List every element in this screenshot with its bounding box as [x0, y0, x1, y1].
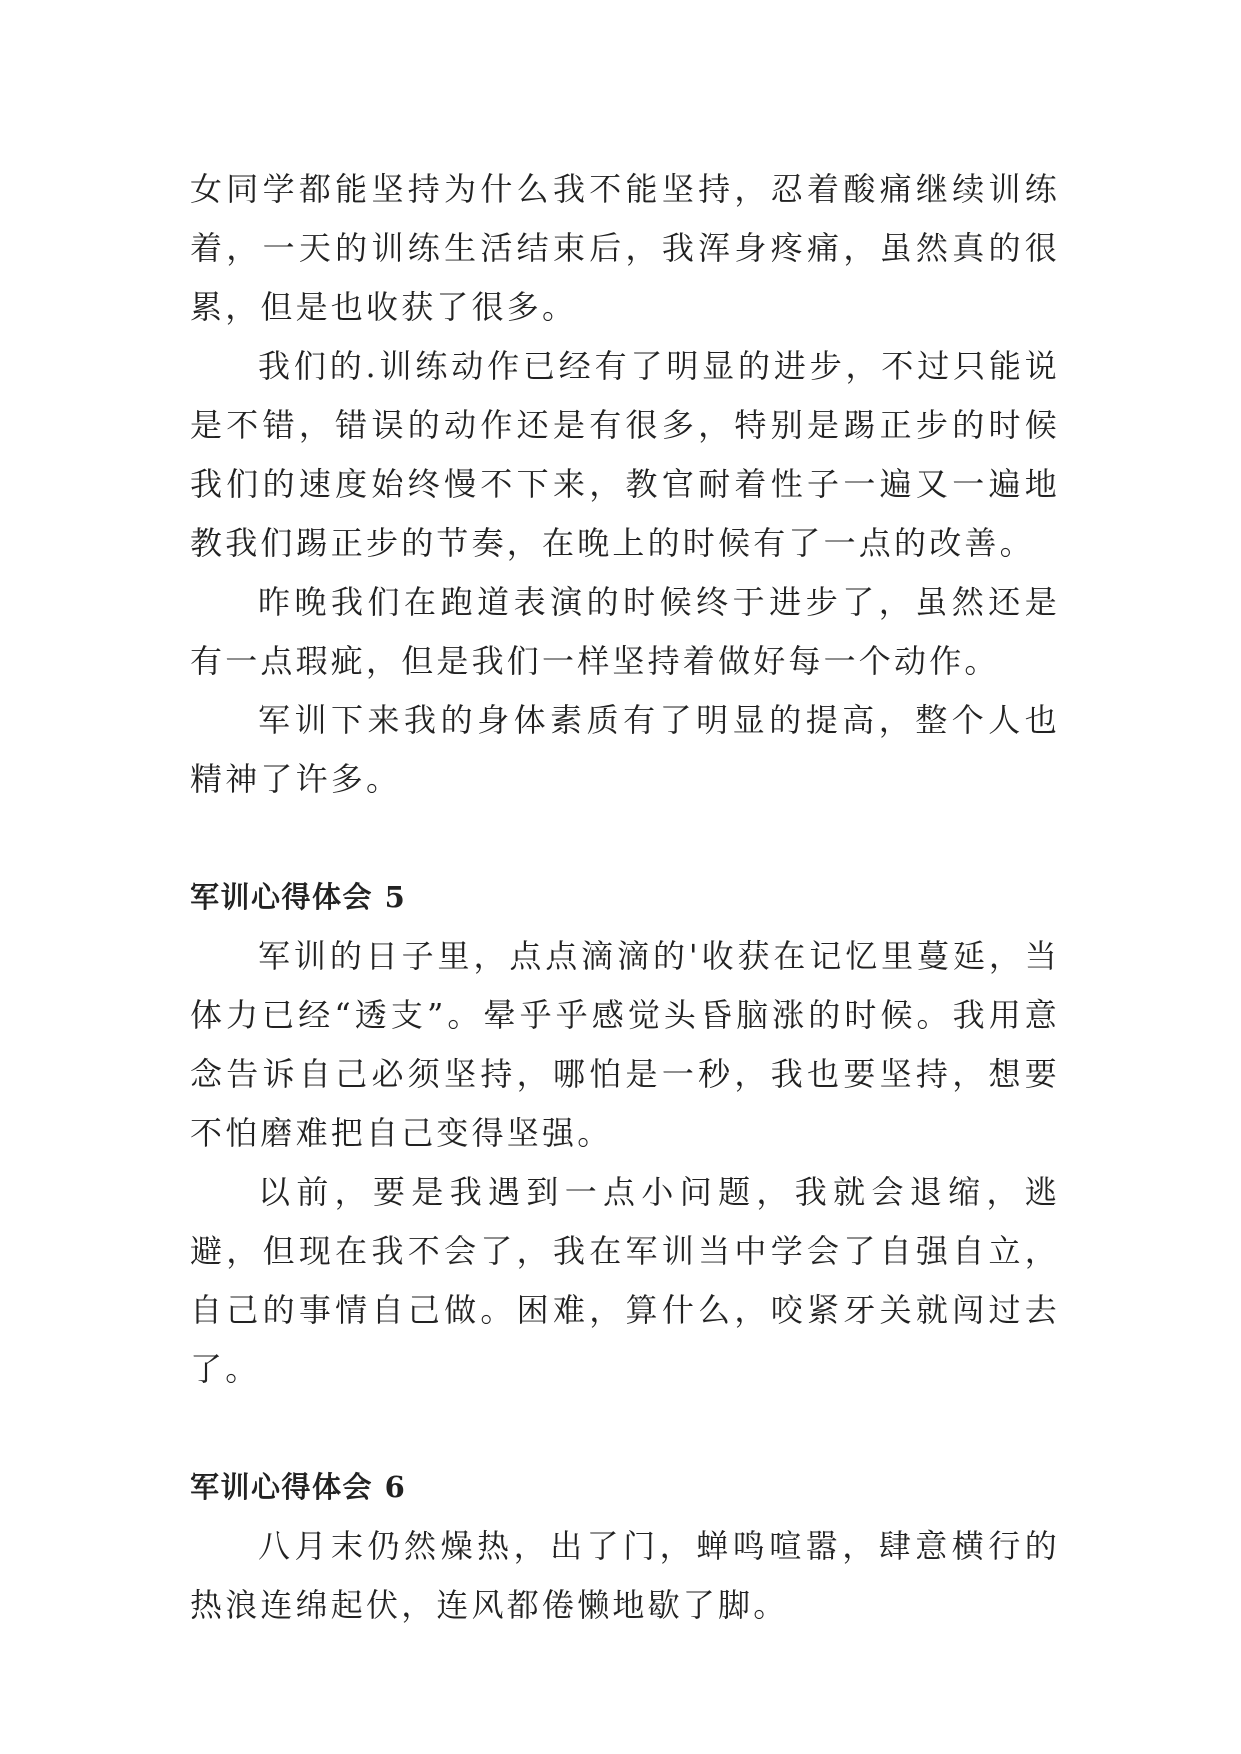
paragraph: 军训下来我的身体素质有了明显的提高，整个人也精神了许多。 [190, 701, 1060, 798]
section-spacer [190, 1399, 1060, 1458]
paragraph: 昨晚我们在跑道表演的时候终于进步了，虽然还是有一点瑕疵，但是我们一样坚持着做好每一个动作。 [190, 583, 1060, 680]
section-spacer [190, 809, 1060, 868]
document-body [190, 160, 1060, 1635]
paragraph-continued: 女同学都能坚持为什么我不能坚持，忍着酸痛继续训练着，一天的训练生活结束后，我浑身疼痛，虽然真的很累，但是也收获了很多。 [190, 170, 1060, 326]
paragraph: 我们的.训练动作已经有了明显的进步，不过只能说是不错，错误的动作还是有很多，特别是踢正步的时候我们的速度始终慢不下来，教官耐着性子一遍又一遍地教我们踢正步的节奏，在晚上的时候有了一点的改善。 [190, 347, 1060, 562]
section-heading-5: 军训心得体会 5 [190, 880, 407, 914]
paragraph: 以前，要是我遇到一点小问题，我就会退缩，逃避，但现在我不会了，我在军训当中学会了自强自立，自己的事情自己做。困难，算什么，咬紧牙关就闯过去了。 [190, 1173, 1060, 1388]
section-heading-6: 军训心得体会 6 [190, 1470, 407, 1504]
paragraph: 军训的日子里，点点滴滴的'收获在记忆里蔓延，当体力已经“透支”。晕乎乎感觉头昏脑涨的时候。我用意念告诉自己必须坚持，哪怕是一秒，我也要坚持，想要不怕磨难把自己变得坚强。 [190, 937, 1060, 1152]
paragraph: 八月末仍然燥热，出了门，蝉鸣喧嚣，肆意横行的热浪连绵起伏，连风都倦懒地歇了脚。 [190, 1527, 1060, 1624]
